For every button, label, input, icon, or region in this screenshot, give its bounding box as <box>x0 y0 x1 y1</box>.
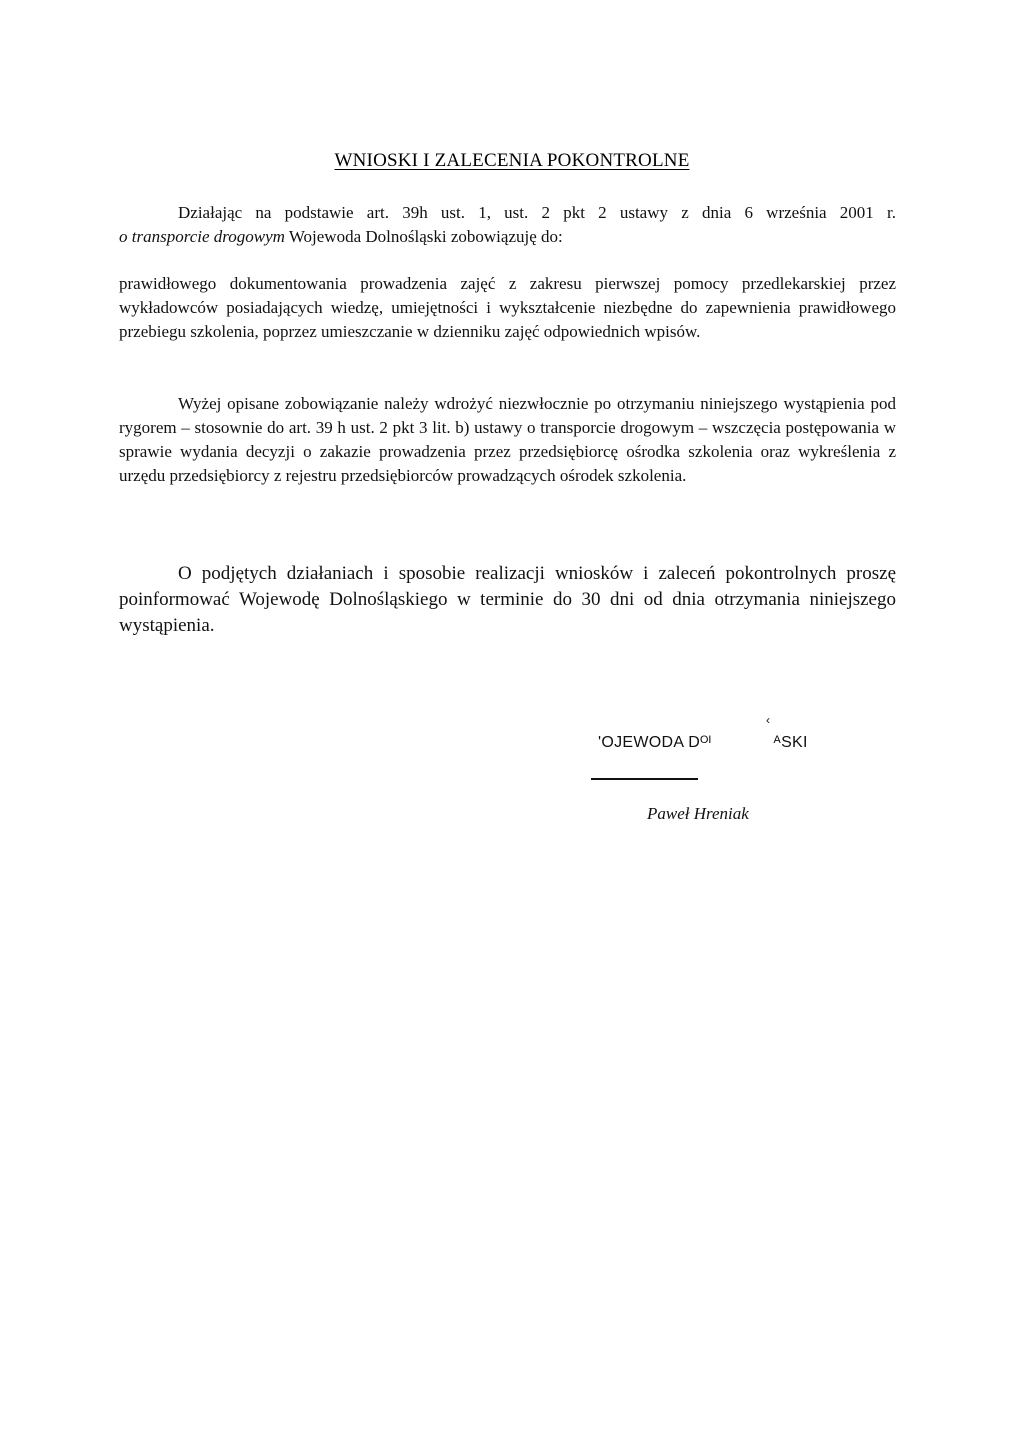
stamp-mark: ‹ <box>766 713 770 727</box>
deadline-paragraph: Wyżej opisane zobowiązanie należy wdrożyć niezwłocznie po otrzymaniu niniejszego wystąpienia pod rygorem – stosownie do art. 39 h ust. 2 pkt 3 lit. b) ustawy o transporcie drogowym – wszczęcia postępowania w sprawie wydania decyzji o zakazie prowadzenia przez przedsiębiorcę ośrodka szkolenia oraz wykreślenia z urzędu przedsiębiorcy z rejestru przedsiębiorców prowadzących ośrodek szkolenia. <box>119 394 896 485</box>
signature-line <box>591 778 698 780</box>
reporting-paragraph: O podjętych działaniach i sposobie realizacji wniosków i zaleceń pokontrolnych proszę poinformować Wojewodę Dolnośląskiego w terminie do 30 dni od dnia otrzymania niniejszego wystąpienia. <box>119 563 896 636</box>
document-title: WNIOSKI I ZALECENIA POKONTROLNE <box>334 150 690 171</box>
legal-basis-paragraph <box>119 201 896 249</box>
stamp-text-part2: ᴬSKI <box>773 734 808 751</box>
obligation-paragraph: prawidłowego dokumentowania prowadzenia zajęć z zakresu pierwszej pomocy przedlekarskiej przez wykładowców posiadających wiedzę, umiejętności i wykształcenie niezbędne do zapewnienia prawidłowego przebiegu szkolenia, poprzez umieszczanie w dzienniku zajęć odpowiednich wpisów. <box>119 274 896 341</box>
act-name: o transporcie drogowym <box>119 227 285 246</box>
signer-name: Paweł Hreniak <box>647 804 749 823</box>
stamp-text-part1: 'OJEWODA D <box>598 734 701 751</box>
legal-basis-line-2: Wojewoda Dolnośląski zobowiązuję do: <box>284 227 563 246</box>
legal-basis-line-1: Działając na podstawie art. 39h ust. 1, ust. 2 pkt 2 ustawy z dnia 6 września 2001 r. <box>178 203 896 222</box>
official-stamp <box>598 734 808 752</box>
stamp-text-part1-tail: ᴼᴵ <box>700 734 712 751</box>
